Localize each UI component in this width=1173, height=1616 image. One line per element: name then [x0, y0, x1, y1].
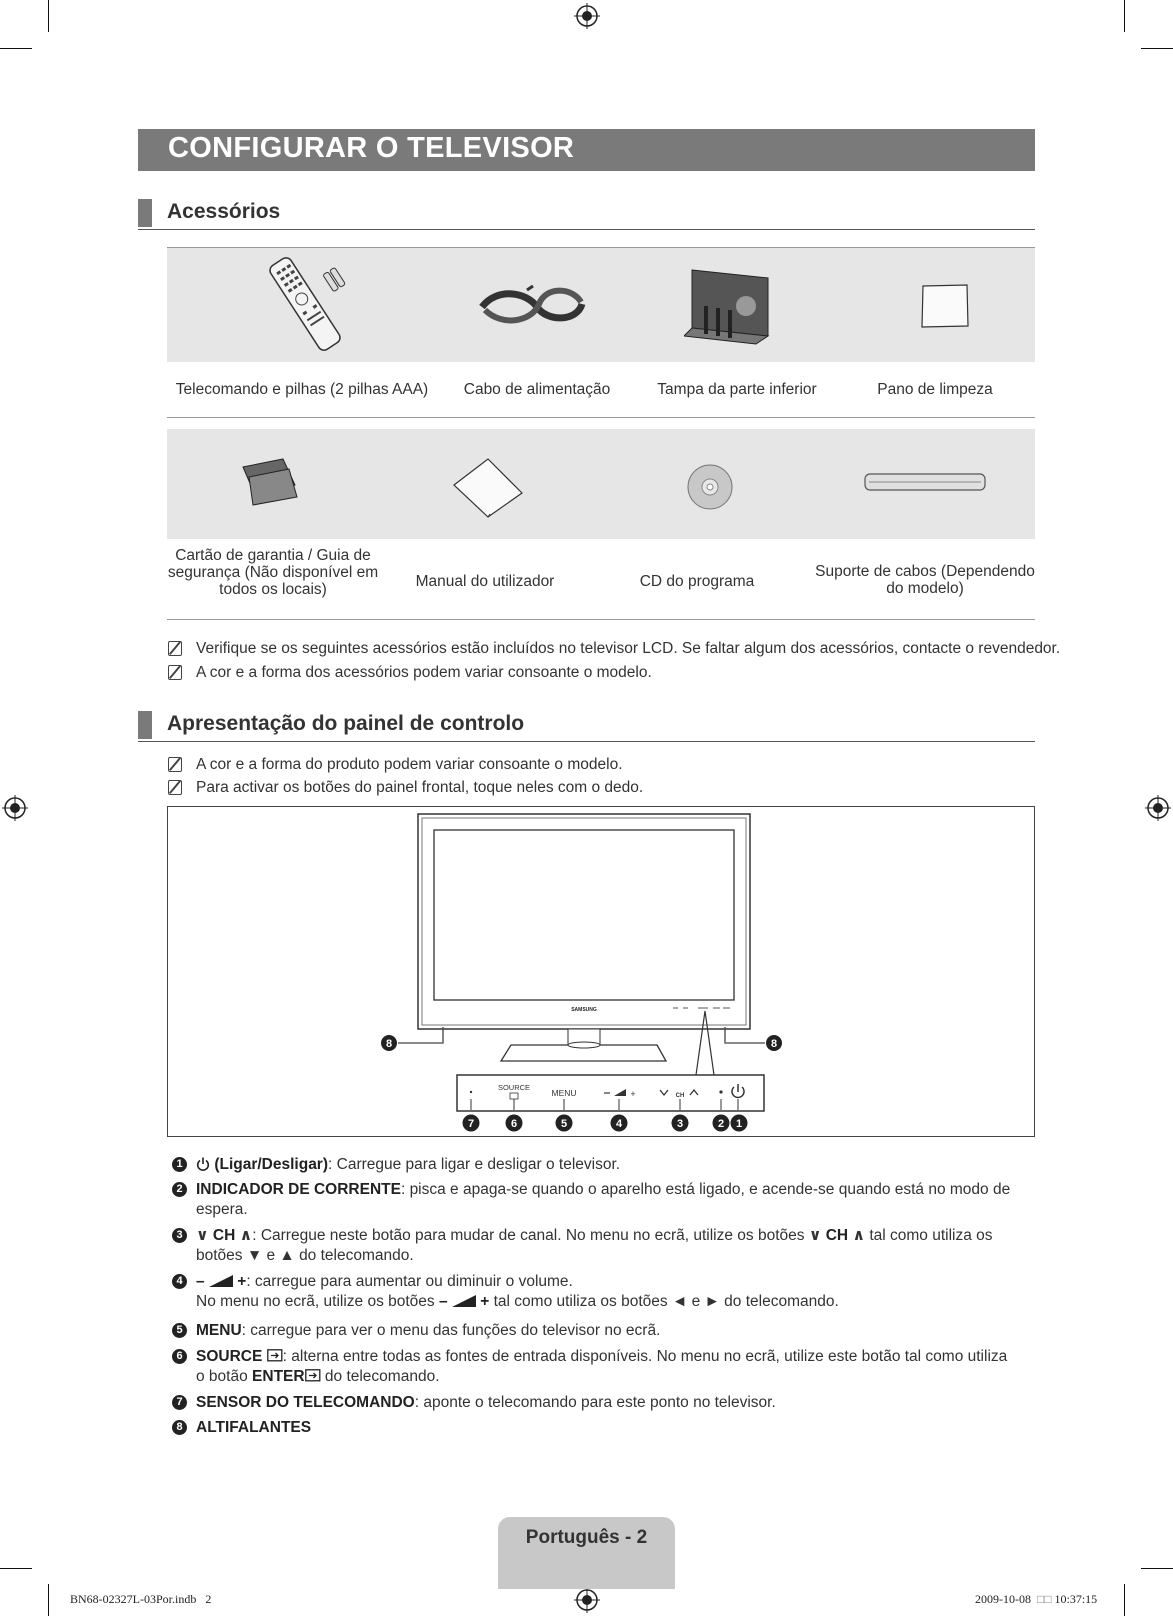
volume-up-icon: +: [237, 1273, 247, 1290]
svg-text:5: 5: [560, 1118, 568, 1130]
crop-mark: [1141, 48, 1173, 49]
volume-icon: [452, 1295, 476, 1307]
crop-mark: [48, 0, 49, 32]
note-item: Verifique se os seguintes acessórios estão incluídos no televisor LCD. Se faltar algum dos acessórios, contacte o revendedor.: [168, 640, 1038, 662]
registration-mark-icon: [2, 795, 28, 821]
accessories-image-row-2: [167, 429, 1035, 539]
source-label: SOURCE: [497, 1083, 531, 1092]
callout-number: [672, 1115, 689, 1132]
crop-mark: [1124, 0, 1125, 32]
volume-icon: [209, 1275, 233, 1287]
power-indicator-dot: [719, 1090, 722, 1093]
accessory-label: CD do programa: [639, 573, 755, 590]
source-icon: [267, 1349, 283, 1362]
speaker-number-left: [381, 1035, 397, 1051]
cable-holder-icon: [863, 471, 987, 495]
svg-text:+: +: [630, 1089, 636, 1099]
cloth-icon: [919, 282, 971, 330]
svg-text:CH: CH: [675, 1093, 685, 1099]
section-marker: [138, 711, 152, 739]
panel-heading: Apresentação do painel de controlo: [167, 712, 525, 735]
accessory-label: Cartão de garantia / Guia de segurança (Não disponível em todos os locais): [167, 547, 379, 598]
registration-mark-icon: [574, 1587, 600, 1613]
note-icon: [168, 780, 182, 795]
panel-item-4: 4 – +: carregue para aumentar ou diminuir o volume. No menu no ecrã, utilize os botões – + tal como utiliza os botões ◄ e ► do telecomando.: [172, 1272, 1032, 1314]
manual-icon: [450, 457, 526, 519]
volume-down-icon: –: [196, 1273, 205, 1290]
svg-text:6: 6: [510, 1118, 518, 1130]
cd-icon: [686, 463, 734, 511]
accessory-label: Tampa da parte inferior: [657, 381, 817, 398]
accessories-section-header: [138, 199, 1035, 230]
accessory-label: Manual do utilizador: [415, 573, 555, 590]
crop-mark: [1141, 1568, 1173, 1569]
page-title: CONFIGURAR O TELEVISOR: [168, 132, 575, 164]
panel-item-1: 1 (Ligar/Desligar): Carregue para ligar e desligar o televisor.: [172, 1155, 1032, 1177]
crop-mark: [48, 1584, 49, 1616]
tv-illustration: [398, 814, 765, 1075]
svg-text:2: 2: [717, 1118, 725, 1130]
panel-item-3: 3 ∨ CH ∧: Carregue neste botão para mudar de canal. No menu no ecrã, utilize os botões ∨ CH ∧ tal como utiliza os botões ▼ e ▲ do telecomando.: [172, 1226, 1032, 1268]
note-item: Para activar os botões do painel frontal, toque neles com o dedo.: [168, 779, 1038, 801]
speaker-number-right: [766, 1035, 782, 1051]
power-cable-icon: [477, 282, 587, 332]
tv-brand: SAMSUNG: [571, 1007, 597, 1013]
accessory-label: Pano de limpeza: [877, 381, 993, 398]
registration-mark-icon: [1145, 795, 1171, 821]
callout-number: [506, 1115, 523, 1132]
page-number: Português - 2: [525, 1527, 648, 1548]
menu-label: MENU: [551, 1088, 577, 1098]
crop-mark: [0, 1568, 32, 1569]
crop-mark: [0, 48, 32, 49]
page-number-tab: [498, 1517, 675, 1589]
warranty-card-icon: [237, 457, 301, 507]
callout-number: [611, 1115, 628, 1132]
panel-section-header: [138, 711, 1035, 742]
note-icon: [168, 757, 182, 772]
panel-item-2: 2 INDICADOR DE CORRENTE: pisca e apaga-se quando o aparelho está ligado, e acende-se quando está no modo de espera.: [172, 1180, 1032, 1222]
power-icon: [196, 1157, 210, 1171]
note-item: A cor e a forma do produto podem variar consoante o modelo.: [168, 756, 1038, 778]
panel-item-5: 5 MENU: carregue para ver o menu das funções do televisor no ecrã.: [172, 1321, 1032, 1343]
chevron-down-icon: ∨: [196, 1227, 209, 1244]
panel-item-6: 6 SOURCE : alterna entre todas as fontes de entrada disponíveis. No menu no ecrã, utilize este botão tal como utiliza o botão ENTER do telecomando.: [172, 1347, 1032, 1389]
chevron-up-icon: ∧: [852, 1227, 866, 1244]
accessories-heading: Acessórios: [167, 200, 281, 223]
panel-item-7: 7 SENSOR DO TELECOMANDO: aponte o telecomando para este ponto no televisor.: [172, 1393, 1032, 1415]
section-marker: [138, 199, 152, 227]
volume-up-icon: +: [480, 1293, 490, 1310]
chevron-down-icon: ∨: [808, 1227, 822, 1244]
accessory-label: Cabo de alimentação: [463, 381, 611, 398]
control-panel-diagram: [167, 806, 1035, 1137]
crop-mark: [1124, 1584, 1125, 1616]
svg-text:7: 7: [467, 1118, 475, 1130]
note-icon: [168, 641, 182, 656]
svg-text:4: 4: [615, 1118, 623, 1130]
file-name: BN68-02327L-03Por.indb 2: [70, 1592, 212, 1606]
bottom-cover-icon: [684, 266, 776, 348]
control-strip: [457, 1075, 764, 1111]
remote-sensor-dot: [470, 1091, 472, 1093]
enter-icon: [305, 1369, 321, 1382]
page-title-bar: [138, 129, 1035, 171]
callout-number: [556, 1115, 573, 1132]
callout-number: [713, 1115, 730, 1132]
accessory-label: Telecomando e pilhas (2 pilhas AAA): [175, 381, 429, 398]
accessories-image-row-1: [167, 248, 1035, 362]
print-timestamp: 2009-10-08 □□ 10:37:15: [975, 1592, 1098, 1606]
volume-down-icon: –: [438, 1293, 448, 1310]
callout-number: [463, 1115, 480, 1132]
panel-item-8: 8 ALTIFALANTES: [172, 1418, 1032, 1440]
registration-mark-icon: [574, 3, 600, 29]
accessories-table: [167, 247, 1035, 620]
note-icon: [168, 665, 182, 680]
accessory-label: Suporte de cabos (Dependendo do modelo): [815, 563, 1035, 597]
svg-text:8: 8: [385, 1038, 393, 1050]
remote-icon: [255, 254, 355, 354]
note-item: A cor e a forma dos acessórios podem variar consoante o modelo.: [168, 664, 1038, 686]
svg-text:1: 1: [735, 1118, 743, 1130]
chevron-up-icon: ∧: [239, 1227, 253, 1244]
callout-number: [731, 1115, 748, 1132]
svg-text:8: 8: [770, 1038, 778, 1050]
svg-text:3: 3: [676, 1118, 684, 1130]
